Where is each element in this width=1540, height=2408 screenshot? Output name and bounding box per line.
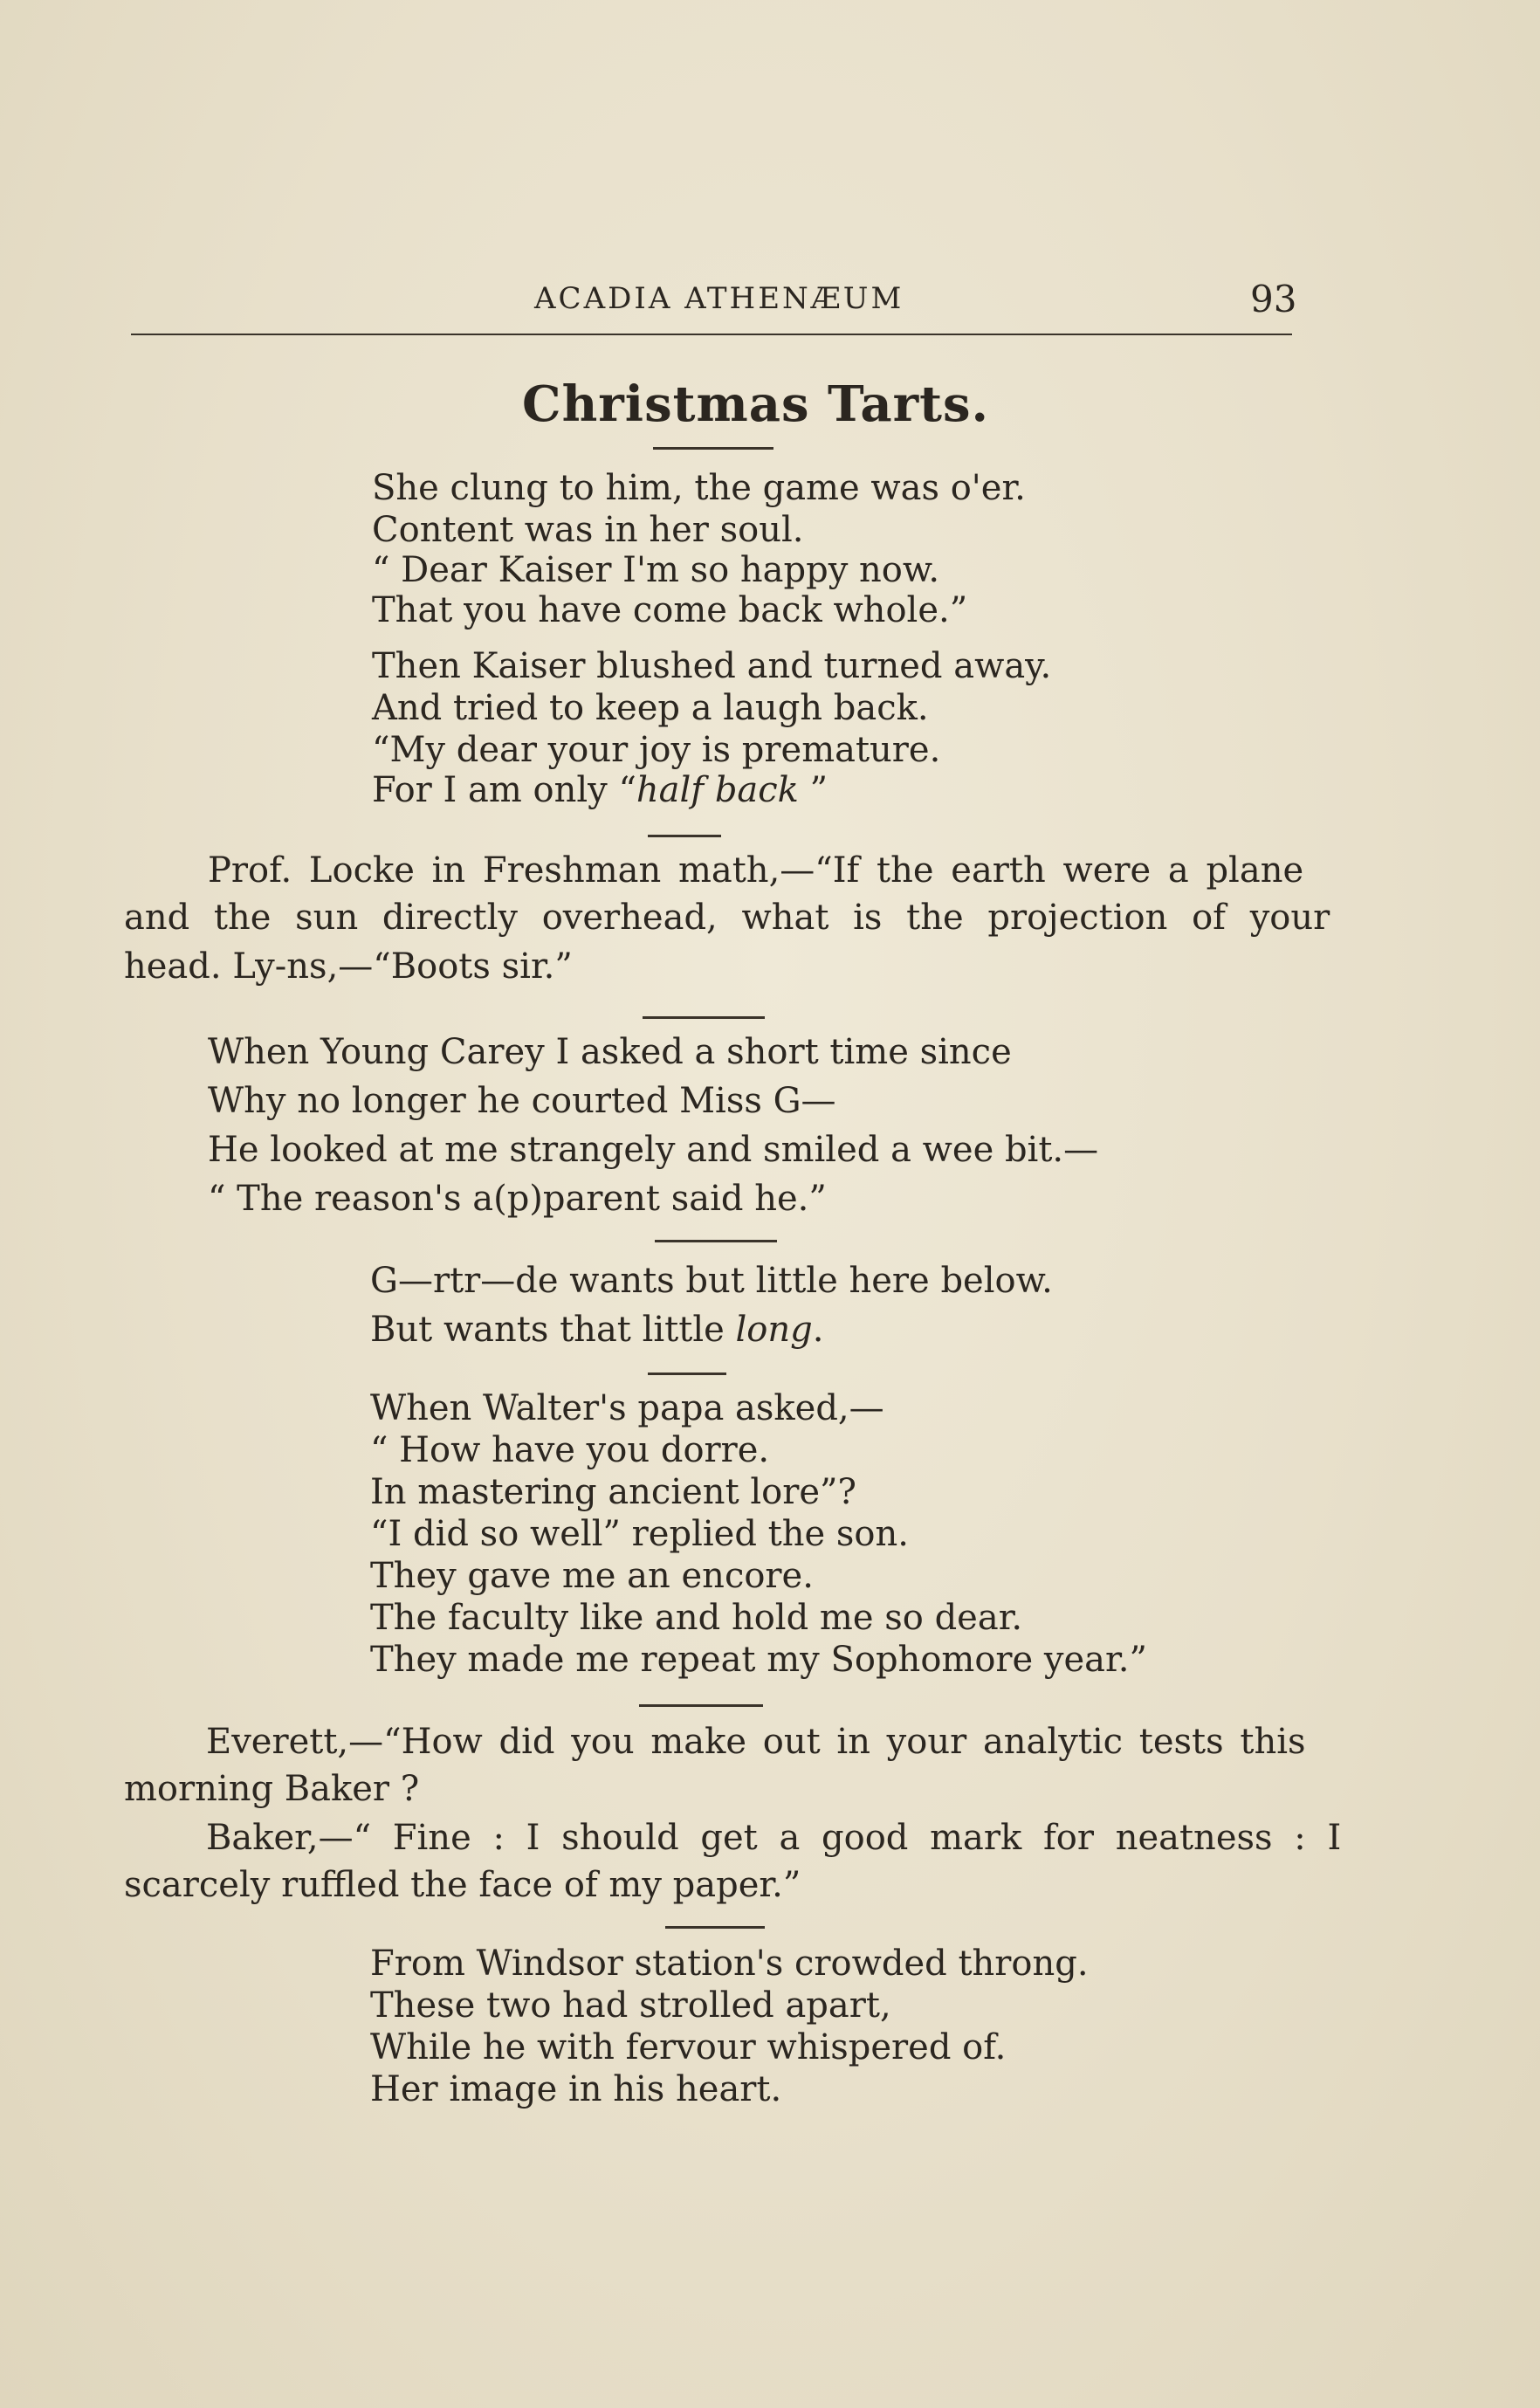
prose-line: morning Baker ? <box>124 1769 420 1809</box>
section-divider <box>648 835 721 837</box>
title-divider <box>653 447 773 450</box>
poem-line: These two had strolled apart, <box>370 1985 891 2026</box>
poem-line: They gave me an encore. <box>370 1556 814 1596</box>
section-divider <box>648 1373 726 1375</box>
page-number: 93 <box>1250 278 1297 320</box>
section-divider <box>655 1240 777 1242</box>
poem-line: She clung to him, the game was o'er. <box>372 468 1026 508</box>
poem-line: While he with fervour whispered of. <box>370 2027 1007 2067</box>
poem-line: Then Kaiser blushed and turned away. <box>372 646 1052 686</box>
prose-line: and the sun directly overhead, what is the projection of your <box>124 898 1330 938</box>
poem-line: When Walter's papa asked,— <box>370 1388 884 1428</box>
poem-line: “ The reason's a(p)parent said he.” <box>208 1179 827 1219</box>
prose-line: head. Ly-ns,—“Boots sir.” <box>124 946 573 987</box>
poem-line: From Windsor station's crowded throng. <box>370 1944 1089 1984</box>
poem-line: “My dear your joy is premature. <box>372 730 941 770</box>
poem-line: When Young Carey I asked a short time since <box>208 1032 1012 1072</box>
italic-text: half back <box>636 770 799 810</box>
article-title: Christmas Tarts. <box>522 375 990 433</box>
poem-line: For I am only “half back ” <box>372 770 828 810</box>
header-rule <box>131 334 1292 335</box>
poem-line: “ Dear Kaiser I'm so happy now. <box>372 550 940 590</box>
poem-line: And tried to keep a laugh back. <box>372 688 929 728</box>
poem-line: G—rtr—de wants but little here below. <box>370 1261 1053 1301</box>
poem-line: He looked at me strangely and smiled a wee bit.— <box>208 1130 1099 1170</box>
poem-line: Content was in her soul. <box>372 510 804 550</box>
section-divider <box>665 1926 765 1929</box>
poem-line: The faculty like and hold me so dear. <box>370 1598 1023 1638</box>
poem-line: In mastering ancient lore”? <box>370 1472 856 1512</box>
section-divider <box>639 1704 763 1707</box>
running-header: ACADIA ATHENÆUM <box>534 281 904 316</box>
prose-line: Baker,—“ Fine : I should get a good mark for neatness : I <box>206 1818 1342 1858</box>
prose-line: scarcely ruffled the face of my paper.” <box>124 1865 801 1905</box>
poem-line: That you have come back whole.” <box>372 590 968 630</box>
prose-line: Prof. Locke in Freshman math,—“If the earth were a plane <box>208 850 1304 891</box>
italic-text: long <box>735 1310 813 1350</box>
prose-line: Everett,—“How did you make out in your analytic tests this <box>206 1722 1306 1762</box>
poem-line: Why no longer he courted Miss G— <box>208 1081 836 1121</box>
section-divider <box>643 1016 765 1019</box>
poem-line: “ How have you dorre. <box>370 1430 770 1470</box>
poem-line: They made me repeat my Sophomore year.” <box>370 1640 1147 1680</box>
poem-line: “I did so well” replied the son. <box>370 1514 909 1554</box>
poem-line: Her image in his heart. <box>370 2069 782 2109</box>
poem-line: But wants that little long. <box>370 1310 824 1350</box>
